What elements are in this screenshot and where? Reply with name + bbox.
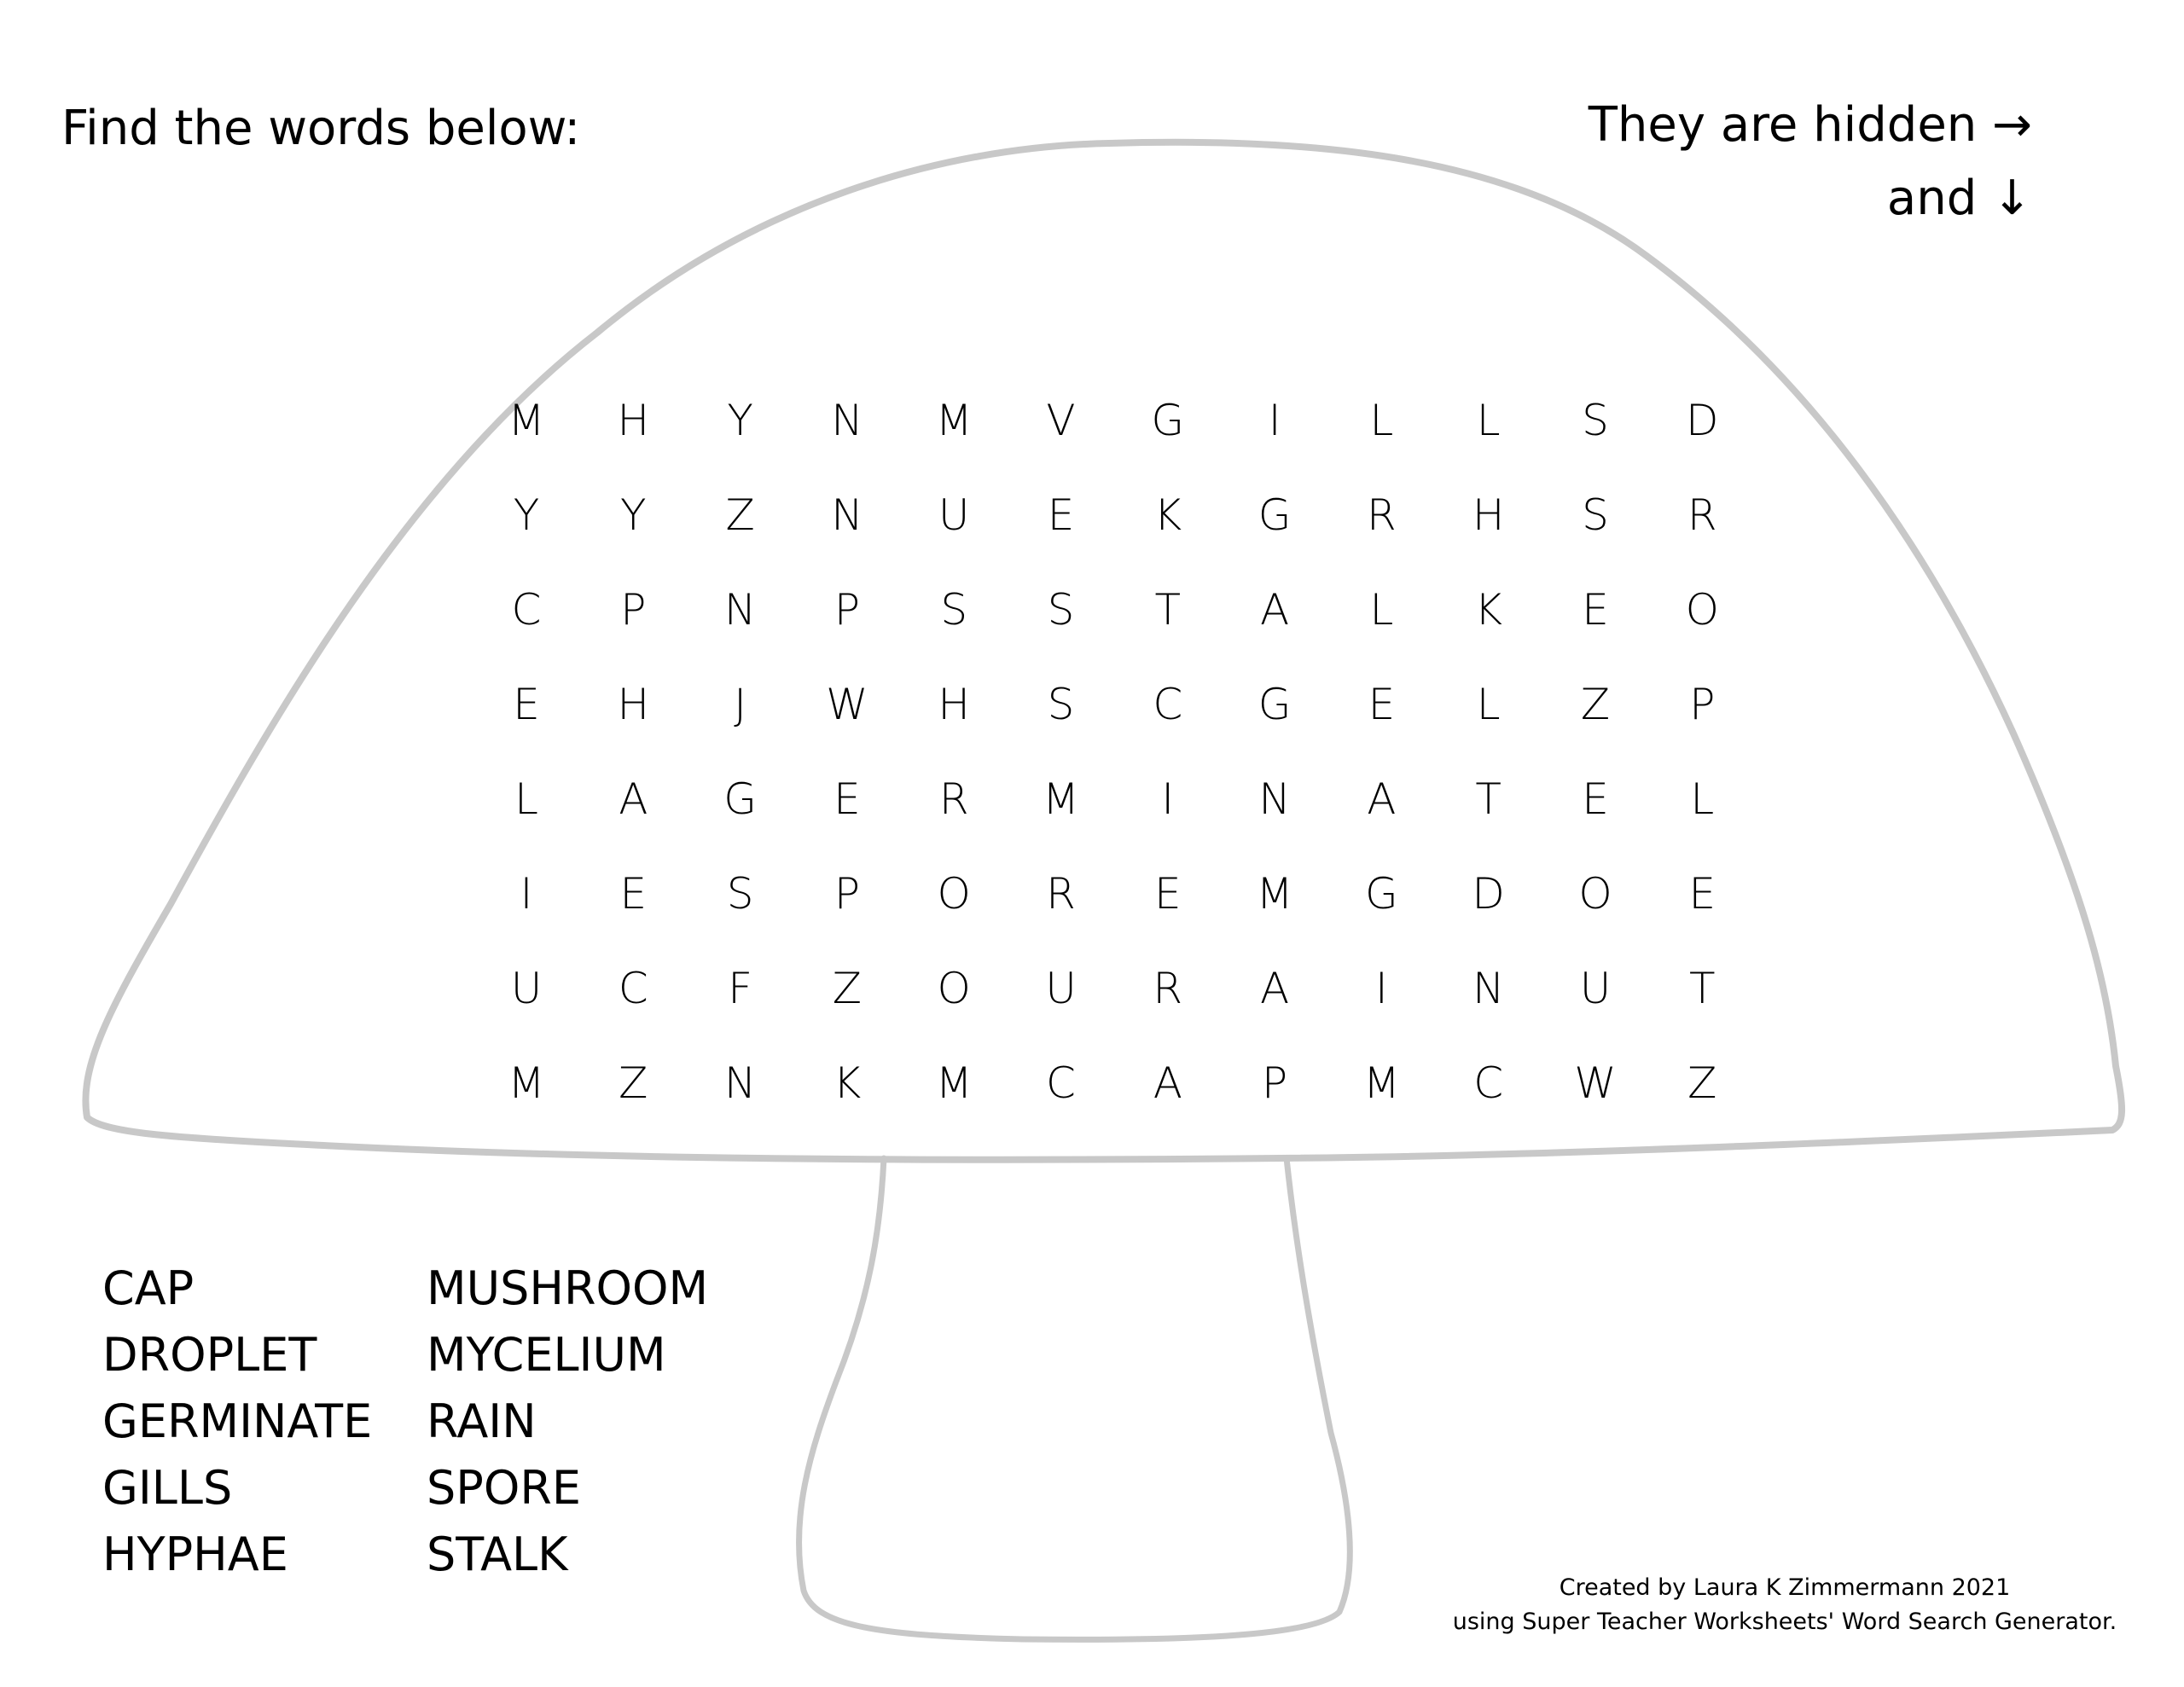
grid-row [475, 868, 1755, 963]
grid-letter: I [1161, 774, 1175, 824]
grid-letter: K [1153, 490, 1182, 540]
word-list-item: SPORE [427, 1461, 581, 1515]
word-list-item: GILLS [102, 1461, 233, 1515]
grid-letter: I [1375, 964, 1388, 1013]
grid-letter: G [723, 774, 757, 824]
grid-letter: O [937, 869, 971, 919]
grid-letter: N [831, 396, 863, 445]
grid-letter: E [1047, 490, 1075, 540]
grid-letter: C [618, 964, 648, 1013]
grid-letter: S [726, 869, 754, 919]
grid-letter: T [1475, 774, 1502, 824]
grid-letter: C [1046, 1058, 1076, 1108]
grid-letter: W [826, 680, 868, 729]
grid-letter: M [1362, 1058, 1400, 1108]
grid-letter: A [1153, 1058, 1182, 1108]
grid-letter: L [1369, 585, 1394, 635]
grid-letter: Y [513, 490, 540, 540]
mushroom-stem-outline [799, 1158, 1350, 1639]
grid-letter: M [935, 396, 973, 445]
grid-letter: P [1689, 680, 1716, 729]
grid-letter: R [1153, 964, 1183, 1013]
word-search-grid [475, 395, 1755, 1154]
grid-letter: G [1365, 869, 1398, 919]
grid-letter: N [1258, 774, 1291, 824]
grid-letter: P [834, 585, 860, 635]
grid-letter: H [938, 680, 970, 729]
grid-letter: S [1582, 490, 1609, 540]
credits [1443, 1571, 2126, 1639]
grid-letter: U [1579, 964, 1612, 1013]
credits-line-1: Created by Laura K Zimmermann 2021 [1559, 1574, 2011, 1601]
grid-row [475, 1058, 1755, 1152]
grid-letter: S [1047, 680, 1075, 729]
grid-row [475, 584, 1755, 679]
grid-letter: Z [832, 964, 863, 1013]
grid-letter: Z [1580, 680, 1611, 729]
grid-letter: E [834, 774, 861, 824]
word-list-item: MYCELIUM [427, 1328, 666, 1382]
grid-row [475, 679, 1755, 774]
grid-letter: P [1262, 1058, 1288, 1108]
grid-letter: E [1582, 774, 1609, 824]
grid-letter: G [1258, 490, 1292, 540]
grid-letter: Z [725, 490, 755, 540]
grid-letter: Y [620, 490, 647, 540]
grid-letter: M [1256, 869, 1293, 919]
grid-letter: I [1268, 396, 1281, 445]
instructions-directions [1589, 89, 2032, 235]
grid-letter: V [1046, 396, 1076, 445]
grid-letter: D [1686, 396, 1719, 445]
grid-letter: R [1367, 490, 1397, 540]
grid-letter: R [1687, 490, 1717, 540]
grid-letter: G [1258, 680, 1292, 729]
word-list-item: DROPLET [102, 1328, 317, 1382]
grid-letter: L [1476, 396, 1501, 445]
grid-letter: N [831, 490, 863, 540]
grid-letter: N [723, 585, 757, 635]
grid-letter: F [728, 964, 752, 1013]
grid-letter: U [1045, 964, 1077, 1013]
word-list-item: STALK [427, 1528, 568, 1581]
grid-letter: H [617, 396, 650, 445]
grid-letter: Z [1687, 1058, 1717, 1108]
grid-letter: A [1259, 585, 1290, 635]
grid-letter: M [1042, 774, 1080, 824]
grid-letter: O [1685, 585, 1719, 635]
grid-letter: Z [619, 1058, 648, 1108]
grid-letter: J [734, 680, 746, 729]
grid-letter: K [833, 1058, 862, 1108]
grid-letter: K [1474, 585, 1503, 635]
grid-row [475, 490, 1755, 584]
grid-letter: E [619, 869, 648, 919]
grid-letter: G [1151, 396, 1185, 445]
grid-letter: Y [727, 396, 753, 445]
grid-letter: S [1582, 396, 1609, 445]
word-list-item: GERMINATE [102, 1394, 373, 1448]
grid-row [475, 395, 1755, 490]
grid-letter: A [1367, 774, 1397, 824]
word-list-item: HYPHAE [102, 1528, 288, 1581]
grid-row [475, 963, 1755, 1058]
grid-letter: E [513, 680, 540, 729]
grid-letter: R [1046, 869, 1076, 919]
grid-letter: C [1153, 680, 1183, 729]
grid-letter: U [510, 964, 543, 1013]
grid-letter: L [1476, 680, 1501, 729]
grid-letter: L [514, 774, 538, 824]
word-list-item: CAP [102, 1261, 195, 1315]
grid-letter: L [1369, 396, 1394, 445]
grid-letter: O [1578, 869, 1612, 919]
grid-letter: S [1047, 585, 1075, 635]
word-list-item: MUSHROOM [427, 1261, 709, 1315]
grid-letter: U [938, 490, 970, 540]
grid-letter: E [1688, 869, 1716, 919]
grid-letter: T [1689, 964, 1716, 1013]
grid-letter: E [1582, 585, 1609, 635]
grid-letter: E [1368, 680, 1396, 729]
grid-letter: C [1473, 1058, 1504, 1108]
word-list-item: RAIN [427, 1394, 537, 1448]
grid-letter: N [1472, 964, 1505, 1013]
credits-line-2: using Super Teacher Worksheets' Word Search Generator. [1452, 1609, 2117, 1635]
grid-letter: A [1259, 964, 1290, 1013]
grid-letter: O [937, 964, 971, 1013]
grid-letter: E [1154, 869, 1182, 919]
grid-letter: M [508, 1058, 545, 1108]
grid-letter: S [940, 585, 968, 635]
grid-letter: R [938, 774, 969, 824]
grid-letter: H [617, 680, 650, 729]
instructions-find: Find the words below: [61, 101, 581, 156]
grid-letter: D [1472, 869, 1505, 919]
grid-letter: W [1574, 1058, 1617, 1108]
grid-letter: I [520, 869, 533, 919]
grid-letter: M [508, 396, 545, 445]
grid-letter: P [620, 585, 647, 635]
instructions-hidden-line1: They are hidden → [1588, 97, 2032, 153]
grid-row [475, 774, 1755, 868]
grid-letter: M [935, 1058, 973, 1108]
grid-letter: H [1472, 490, 1505, 540]
grid-letter: L [1690, 774, 1715, 824]
word-list-column-2 [427, 1255, 708, 1588]
grid-letter: N [723, 1058, 757, 1108]
grid-letter: C [511, 585, 542, 635]
grid-letter: T [1154, 585, 1182, 635]
word-list-column-1 [102, 1255, 372, 1588]
grid-letter: P [834, 869, 860, 919]
grid-letter: A [619, 774, 648, 824]
instructions-hidden-line2: and ↓ [1886, 171, 2032, 226]
